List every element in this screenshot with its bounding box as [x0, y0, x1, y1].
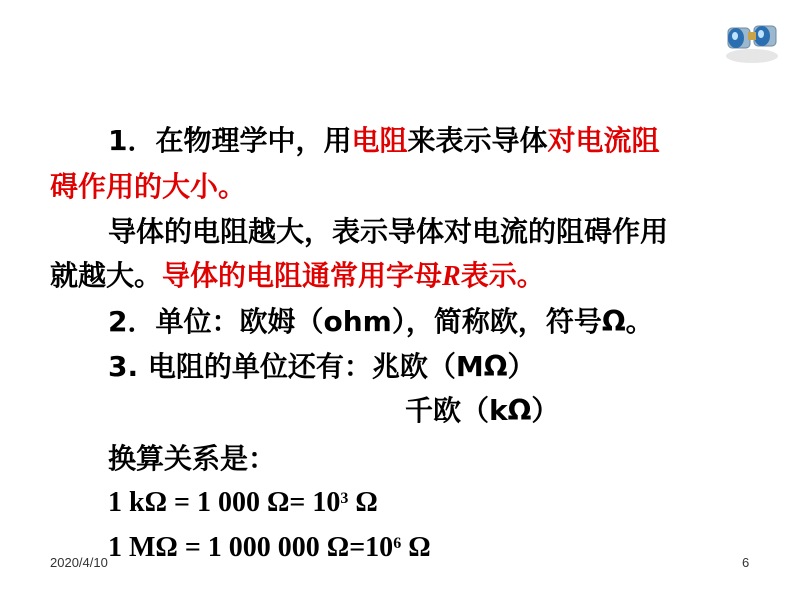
line4-prefix: 就越大。: [50, 259, 163, 292]
formula1-exponent: 3: [340, 490, 349, 507]
formula2-left: 1 MΩ = 1 000 000 Ω=10: [108, 532, 394, 563]
line1-red-end: 对电流阻: [547, 124, 660, 157]
text-line-6: 3. 电阻的单位还有：兆欧（MΩ）: [108, 350, 536, 383]
text-line-3: 导体的电阻越大，表示导体对电流的阻碍作用: [108, 215, 669, 248]
text-line-5: 2．单位：欧姆（ohm），简称欧，符号Ω。: [108, 305, 654, 338]
footer-date: 2020/4/10: [50, 555, 108, 570]
binoculars-icon: [722, 18, 782, 66]
formula1-right: Ω: [348, 487, 378, 518]
line4-red-a: 导体的电阻通常用字母: [162, 259, 443, 292]
formula2-right: Ω: [401, 532, 431, 563]
line2-red: 碍作用的大小。: [50, 170, 247, 203]
text-line-8: 换算关系是：: [108, 442, 277, 475]
formula-line-1: [108, 486, 378, 520]
line1-mid: 来表示导体: [407, 124, 548, 157]
line4-red-b: 表示。: [460, 259, 545, 292]
formula2-exponent: 6: [393, 535, 402, 552]
line1-prefix: 1．在物理学中，用: [108, 124, 352, 157]
text-line-4: [50, 259, 545, 294]
text-line-7: 千欧（kΩ）: [405, 394, 560, 427]
line1-red-term: 电阻: [351, 124, 408, 157]
line4-red-italic-r: R: [442, 261, 461, 292]
text-line-1: [108, 124, 660, 158]
text-line-2: [50, 170, 246, 204]
formula-line-2: [108, 531, 431, 565]
formula1-left: 1 kΩ = 1 000 Ω= 10: [108, 487, 341, 518]
footer-page-number: 6: [742, 555, 750, 570]
